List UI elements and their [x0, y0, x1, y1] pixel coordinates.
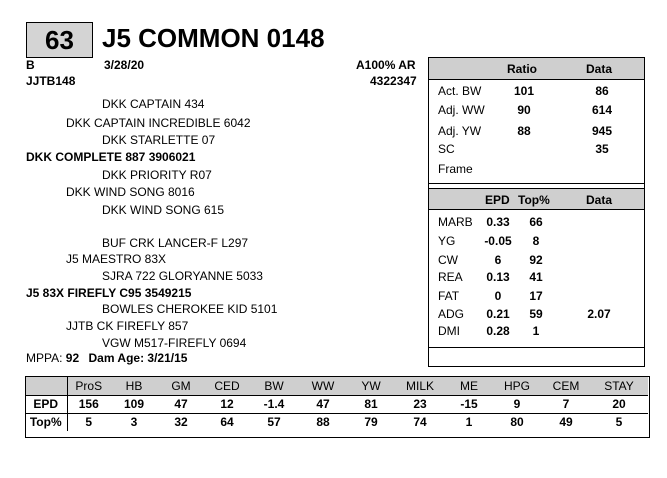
- epd-col-header: WW: [298, 377, 348, 395]
- epd-table: [25, 377, 648, 431]
- epd-table-header-row: [25, 377, 648, 395]
- carcass-header-top: Top%: [518, 193, 550, 207]
- carcass-header: [429, 188, 644, 210]
- carcass-row-label: ADG: [438, 307, 465, 321]
- epd-col-header: CEM: [542, 377, 590, 395]
- top-percent-value: 5: [85, 415, 93, 430]
- top-percent-value: 88: [316, 415, 330, 430]
- carcass-row-epd: 0.28: [486, 324, 510, 338]
- pedigree-sire-sire-dam: DKK STARLETTE 07: [102, 133, 216, 147]
- performance-panel: [428, 57, 645, 367]
- registration-number: 4322347: [370, 74, 417, 88]
- ratio-row-data: 614: [591, 103, 613, 117]
- carcass-row-label: DMI: [438, 324, 460, 338]
- carcass-row-label: FAT: [438, 289, 460, 303]
- ratio-row-ratio: 90: [517, 103, 531, 117]
- carcass-row-label: CW: [438, 253, 458, 267]
- carcass-row-epd: -0.05: [484, 234, 512, 248]
- epd-value: 47: [158, 395, 204, 413]
- ratio-row-data: 86: [595, 84, 609, 98]
- pedigree-dam-dam: JJTB CK FIREFLY 857: [66, 319, 189, 333]
- pedigree-dam-dam-dam: VGW M517-FIREFLY 0694: [102, 336, 247, 350]
- top-percent-value: 5: [615, 415, 623, 430]
- pedigree-dam-sire-dam: SJRA 722 GLORYANNE 5033: [102, 269, 263, 283]
- top-percent-value: 64: [220, 415, 234, 430]
- carcass-row-epd: 0.33: [486, 215, 510, 229]
- mppa-label: MPPA:: [26, 351, 63, 365]
- top-percent-row: [25, 413, 648, 431]
- pedigree-dam-sire-sire: BUF CRK LANCER-F L297: [102, 236, 249, 250]
- epd-value: 81: [348, 395, 394, 413]
- ratio-row-label: Frame: [438, 162, 473, 176]
- top-percent-value: 79: [364, 415, 378, 430]
- epd-col-header: ProS: [67, 377, 110, 395]
- epd-col-header: HPG: [492, 377, 542, 395]
- carcass-row-top: 17: [529, 289, 543, 303]
- epd-value: 9: [492, 395, 542, 413]
- pedigree-dam: J5 83X FIREFLY C95 3549215: [26, 286, 192, 300]
- epd-col-header: MILK: [394, 377, 446, 395]
- pedigree-dam-dam-sire: BOWLES CHEROKEE KID 5101: [102, 302, 278, 316]
- tattoo: JJTB148: [26, 74, 76, 88]
- top-percent-value: 32: [174, 415, 188, 430]
- carcass-row-top: 8: [532, 234, 540, 248]
- ratio-header-data: Data: [586, 62, 613, 76]
- top-percent-row-label: Top%: [25, 413, 67, 431]
- panel-divider: [429, 347, 644, 348]
- lot-number: 63: [45, 24, 74, 55]
- ratio-row-label: Adj. WW: [438, 103, 485, 117]
- pedigree-sire: DKK COMPLETE 887 3906021: [26, 150, 196, 164]
- animal-name: J5 COMMON 0148: [102, 23, 325, 53]
- panel-divider: [429, 183, 644, 184]
- dam-age-label: Dam Age:: [88, 351, 145, 365]
- sex-code: B: [26, 58, 35, 72]
- epd-col-header: GM: [158, 377, 204, 395]
- carcass-row-epd: 0.21: [486, 307, 510, 321]
- epd-value: 109: [110, 395, 158, 413]
- carcass-row-top: 66: [529, 215, 543, 229]
- ratio-row-label: SC: [438, 142, 455, 156]
- pedigree-sire-sire-sire: DKK CAPTAIN 434: [102, 97, 205, 111]
- carcass-row-top: 41: [529, 270, 543, 284]
- pedigree-sire-dam-sire: DKK PRIORITY R07: [102, 168, 212, 182]
- ratio-row-ratio: 101: [513, 84, 535, 98]
- epd-col-header: ME: [446, 377, 492, 395]
- top-percent-value: 80: [510, 415, 524, 430]
- epd-value: 7: [542, 395, 590, 413]
- epd-value: 20: [590, 395, 648, 413]
- ratio-row-label: Act. BW: [438, 84, 482, 98]
- ratio-row-ratio: 88: [517, 124, 531, 138]
- top-percent-value: 74: [413, 415, 427, 430]
- dam-age-value: 3/21/15: [147, 351, 188, 365]
- pedigree-sire-sire: DKK CAPTAIN INCREDIBLE 6042: [66, 116, 251, 130]
- epd-value: 156: [67, 395, 110, 413]
- carcass-header-data: Data: [586, 193, 613, 207]
- epd-value: -15: [446, 395, 492, 413]
- carcass-row-label: MARB: [438, 215, 473, 229]
- pedigree-dam-sire: J5 MAESTRO 83X: [66, 252, 167, 266]
- epd-col-header: CED: [204, 377, 250, 395]
- carcass-row-epd: 6: [494, 253, 502, 267]
- carcass-row-top: 59: [529, 307, 543, 321]
- epd-value: -1.4: [250, 395, 298, 413]
- epd-value: 12: [204, 395, 250, 413]
- pedigree-sire-dam: DKK WIND SONG 8016: [66, 185, 195, 199]
- top-percent-value: 49: [559, 415, 573, 430]
- epd-row: [25, 395, 648, 413]
- carcass-row-label: YG: [438, 234, 456, 248]
- epd-value: 23: [394, 395, 446, 413]
- top-percent-value: 57: [267, 415, 281, 430]
- carcass-row-label: REA: [438, 270, 463, 284]
- ratio-header: [429, 58, 644, 80]
- epd-row-label: EPD: [25, 395, 67, 413]
- carcass-row-top: 92: [529, 253, 543, 267]
- birth-date: 3/28/20: [104, 58, 145, 72]
- top-percent-value: 3: [130, 415, 138, 430]
- pedigree-sire-dam-dam: DKK WIND SONG 615: [102, 203, 225, 217]
- epd-value: 47: [298, 395, 348, 413]
- carcass-row-data: 2.07: [587, 307, 611, 321]
- mppa-value: 92: [65, 351, 80, 365]
- epd-col-header: HB: [110, 377, 158, 395]
- epd-col-header: BW: [250, 377, 298, 395]
- epd-table-corner: [25, 377, 67, 395]
- ratio-row-data: 35: [595, 142, 609, 156]
- ratio-row-label: Adj. YW: [438, 124, 482, 138]
- lot-number-box: [26, 22, 93, 58]
- carcass-row-top: 1: [532, 324, 540, 338]
- breed-percent: A100% AR: [356, 58, 416, 72]
- mppa-line: [26, 351, 187, 365]
- epd-col-header: STAY: [590, 377, 648, 395]
- ratio-row-data: 945: [591, 124, 613, 138]
- top-percent-value: 1: [465, 415, 473, 430]
- epd-col-header: YW: [348, 377, 394, 395]
- carcass-row-epd: 0: [494, 289, 502, 303]
- carcass-row-epd: 0.13: [486, 270, 510, 284]
- carcass-header-epd: EPD: [485, 193, 510, 207]
- ratio-header-ratio: Ratio: [507, 62, 537, 76]
